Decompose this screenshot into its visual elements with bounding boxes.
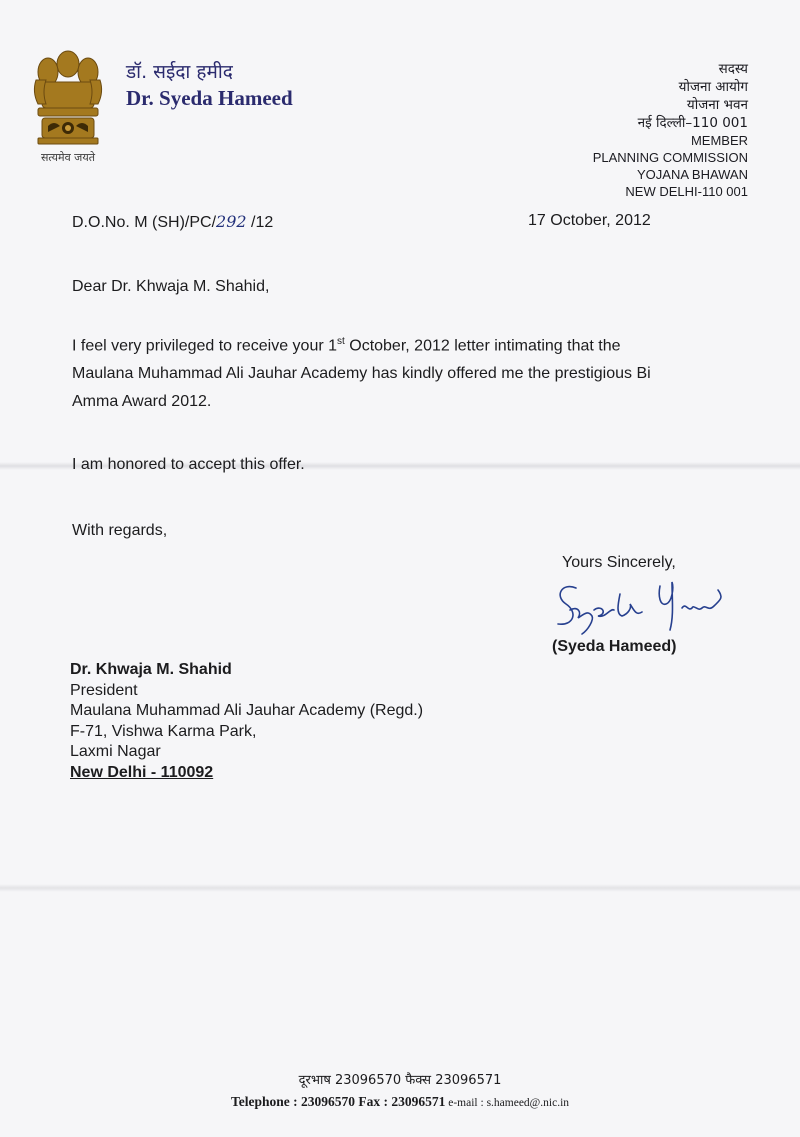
addressee-block xyxy=(70,660,423,783)
addressee-address-line: F-71, Vishwa Karma Park, xyxy=(70,722,257,740)
office-line-hindi: सदस्य xyxy=(718,61,748,77)
ordinal-suffix: st xyxy=(337,336,345,347)
reference-prefix: D.O.No. M (SH)/PC/ xyxy=(72,214,217,231)
office-line-hindi: योजना आयोग xyxy=(678,79,748,95)
reference-number xyxy=(72,212,273,232)
footer-email: e-mail : s.hameed@.nic.in xyxy=(445,1097,570,1109)
body-paragraph xyxy=(72,328,684,416)
letter-date: 17 October, 2012 xyxy=(528,212,651,229)
footer-telephone-fax: Telephone : 23096570 Fax : 23096571 xyxy=(230,1094,446,1109)
body-text-part: I feel very privileged to receive your 1 xyxy=(72,337,338,355)
closing-line: Yours Sincerely, xyxy=(562,554,676,571)
addressee-title: President xyxy=(70,681,138,699)
body-text-part: October, 2012 letter intimating that the Maulana Muhammad Ali Jauhar Academy has kindly offered me the prestigious Bi Amma Award 2012. xyxy=(72,337,651,411)
addressee-organization: Maulana Muhammad Ali Jauhar Academy (Regd.) xyxy=(70,702,424,719)
office-line-english: NEW DELHI-110 001 xyxy=(625,184,748,199)
office-line-english: YOJANA BHAWAN xyxy=(636,167,748,182)
addressee-address-line: Laxmi Nagar xyxy=(70,743,161,760)
reference-handwritten-number: 292 xyxy=(216,212,247,231)
office-line-english: PLANNING COMMISSION xyxy=(592,150,748,165)
sender-office-block xyxy=(593,60,748,200)
regards-line: With regards, xyxy=(72,522,168,539)
salutation: Dear Dr. Khwaja M. Shahid, xyxy=(72,278,270,295)
footer-contact-hindi: दूरभाष 23096570 फैक्स 23096571 xyxy=(298,1073,502,1088)
office-line-hindi: नई दिल्ली–110 001 xyxy=(637,115,748,131)
addressee-city: New Delhi - 110092 xyxy=(70,763,214,781)
office-line-english: MEMBER xyxy=(690,133,748,148)
acceptance-line: I am honored to accept this offer. xyxy=(72,456,305,473)
sender-name-hindi: डॉ. सईदा हमीद xyxy=(126,61,233,83)
footer-contact-english xyxy=(0,1094,800,1110)
sender-name-english: Dr. Syeda Hameed xyxy=(126,86,293,110)
office-line-hindi: योजना भवन xyxy=(686,97,748,113)
handwritten-signature xyxy=(548,574,738,640)
signer-name: (Syeda Hameed) xyxy=(552,638,677,655)
addressee-name: Dr. Khwaja M. Shahid xyxy=(70,661,232,678)
national-emblem-icon xyxy=(28,42,108,152)
reference-suffix: /12 xyxy=(246,214,274,231)
emblem-motto: सत्यमेव जयते xyxy=(40,151,95,164)
